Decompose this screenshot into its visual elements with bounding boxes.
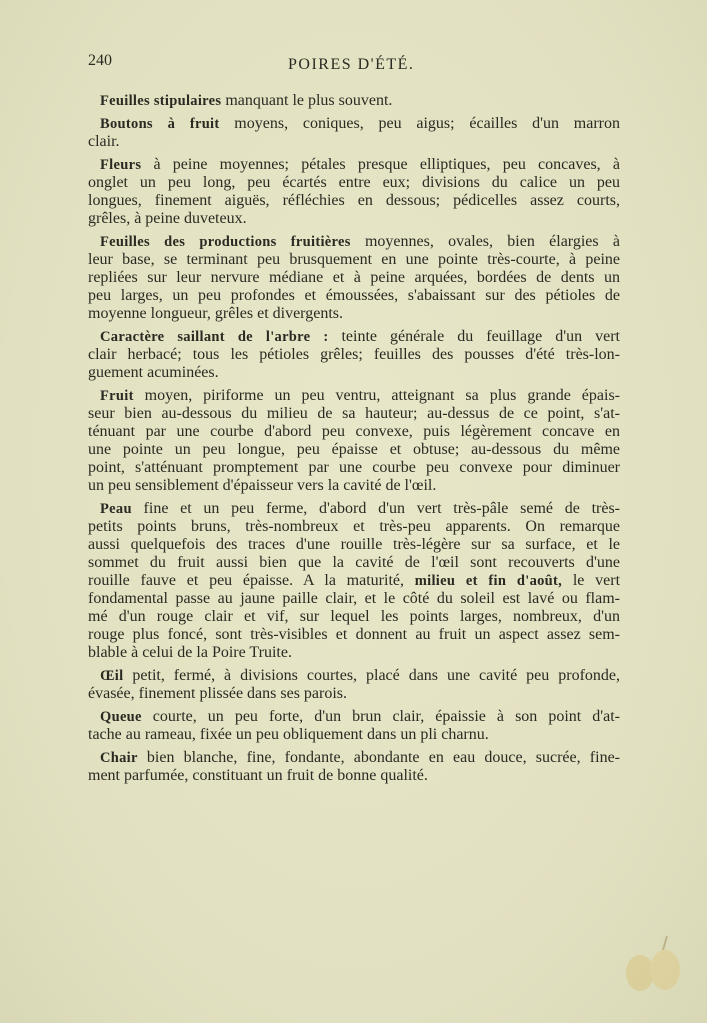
paragraph <box>88 667 620 703</box>
line-text: petit, fermé, à divisions courtes, placé dans une cavité peu profonde, <box>123 667 620 684</box>
paragraph-label: Fleurs <box>100 157 142 173</box>
line-text: clair herbacé; tous les pétioles grêles; feuilles des pousses d'été très-lon- <box>88 346 620 363</box>
text-line <box>88 174 620 192</box>
text-line <box>88 115 620 133</box>
text-line <box>88 518 620 536</box>
line-text: clair. <box>88 133 120 150</box>
text-line <box>88 644 620 662</box>
text-line <box>88 685 620 703</box>
line-text: à peine moyennes; pétales presque elliptiques, peu concaves, à <box>141 156 620 173</box>
paragraph <box>88 156 620 228</box>
line-text: manquant le plus souvent. <box>221 92 393 109</box>
text-line <box>88 767 620 785</box>
line-text: moyens, coniques, peu aigus; écailles d'un marron <box>219 115 620 132</box>
emphasis-text: milieu et fin d'août, <box>414 573 563 589</box>
line-text: moyenne longueur, grêles et divergents. <box>88 305 343 322</box>
text-line <box>88 133 620 151</box>
line-text: rouille fauve et peu épaisse. A la maturité, <box>88 572 415 589</box>
text-line <box>88 554 620 572</box>
paragraph-label: Boutons à fruit <box>100 116 220 132</box>
paragraph-label: Œil <box>100 668 124 684</box>
line-text: moyennes, ovales, bien élargies à <box>350 233 621 250</box>
text-line <box>88 305 620 323</box>
line-text: le vert <box>562 572 621 589</box>
paragraph <box>88 387 620 495</box>
text-line <box>88 156 620 174</box>
line-text: grêles, à peine duveteux. <box>88 210 247 227</box>
line-text: ténuant par une courbe d'abord peu convexe, puis légèrement concave en <box>88 423 620 440</box>
text-line <box>88 459 620 477</box>
line-text: bien blanche, fine, fondante, abondante en eau douce, sucrée, fine- <box>137 749 620 766</box>
text-line <box>88 726 620 744</box>
paragraph <box>88 500 620 662</box>
line-text: petits points bruns, très-nombreux et très-peu apparents. On remarque <box>88 518 620 535</box>
running-title: POIRES D'ÉTÉ. <box>288 56 415 73</box>
paragraph <box>88 115 620 151</box>
text-line <box>88 423 620 441</box>
line-text: sommet du fruit aussi bien que la cavité de l'œil sont recouverts d'une <box>88 554 620 571</box>
pear-illustration-icon <box>615 928 690 998</box>
text-line <box>88 500 620 518</box>
line-text: leur base, se terminant peu brusquement en une pointe très-courte, à peine <box>88 251 620 268</box>
text-line <box>88 572 620 590</box>
text-line <box>88 667 620 685</box>
text-line <box>88 287 620 305</box>
line-text: moyen, piriforme un peu ventru, atteignant sa plus grande épais- <box>133 387 620 404</box>
paragraph-label: Caractère saillant de l'arbre : <box>100 329 329 345</box>
text-line <box>88 233 620 251</box>
line-text: teinte générale du feuillage d'un vert <box>328 328 620 345</box>
line-text: rouge plus foncé, sont très-visibles et donnent au fruit un aspect assez sem- <box>88 626 620 643</box>
paragraph <box>88 233 620 323</box>
text-line <box>88 626 620 644</box>
line-text: mé d'un rouge clair et vif, sur lequel les points larges, nombreux, d'un <box>88 608 620 625</box>
line-text: courte, un peu forte, d'un brun clair, épaissie à son point d'at- <box>141 708 620 725</box>
paragraph-label: Peau <box>100 501 132 517</box>
text-line <box>88 477 620 495</box>
paragraph-label: Chair <box>100 750 138 766</box>
line-text: guement acuminées. <box>88 364 219 381</box>
paragraph <box>88 92 620 110</box>
text-line <box>88 210 620 228</box>
text-line <box>88 346 620 364</box>
line-text: fine et un peu ferme, d'abord d'un vert très-pâle semé de très- <box>131 500 620 517</box>
text-line <box>88 441 620 459</box>
text-line <box>88 708 620 726</box>
text-line <box>88 192 620 210</box>
line-text: point, s'atténuant promptement par une courbe peu convexe pour diminuer <box>88 459 620 476</box>
line-text: blable à celui de la Poire Truite. <box>88 644 292 661</box>
paragraph <box>88 708 620 744</box>
line-text: un peu sensiblement d'épaisseur vers la cavité de l'œil. <box>88 477 437 494</box>
line-text: aussi quelquefois des traces d'une rouille très-légère sur sa surface, et le <box>88 536 620 553</box>
text-line <box>88 536 620 554</box>
paragraph-label: Feuilles des productions fruitières <box>100 234 351 250</box>
paragraph <box>88 328 620 382</box>
line-text: une pointe un peu longue, peu épaisse et obtuse; au-dessous du même <box>88 441 620 458</box>
line-text: repliées sur leur nervure médiane et à peine arquées, bordées de dents un <box>88 269 620 286</box>
page-number: 240 <box>88 52 112 69</box>
text-line <box>88 405 620 423</box>
line-text: seur bien au-dessous du milieu de sa hauteur; au-dessus de ce point, s'at- <box>88 405 620 422</box>
line-text: onglet un peu long, peu écartés entre eux; divisions du calice un peu <box>88 174 620 191</box>
paragraph-label: Feuilles stipulaires <box>100 93 222 109</box>
paragraph-label: Fruit <box>100 388 134 404</box>
line-text: fondamental passe au jaune paille clair, et le côté du soleil est lavé ou flam- <box>88 590 620 607</box>
text-line <box>88 328 620 346</box>
line-text: ment parfumée, constituant un fruit de bonne qualité. <box>88 767 428 784</box>
paragraph-label: Queue <box>100 709 142 725</box>
text-line <box>88 608 620 626</box>
text-line <box>88 251 620 269</box>
text-line <box>88 364 620 382</box>
text-line <box>88 590 620 608</box>
line-text: longues, finement aiguës, réfléchies en dessous; pédicelles assez courts, <box>88 192 620 209</box>
text-line <box>88 387 620 405</box>
paragraph <box>88 749 620 785</box>
text-line <box>88 749 620 767</box>
text-line <box>88 269 620 287</box>
line-text: tache au rameau, fixée un peu obliquement dans un pli charnu. <box>88 726 489 743</box>
line-text: peu larges, un peu profondes et émoussées, s'abaissant sur des pétioles de <box>88 287 620 304</box>
text-line <box>88 92 620 110</box>
line-text: évasée, finement plissée dans ses parois. <box>88 685 348 702</box>
page-body <box>88 92 620 790</box>
